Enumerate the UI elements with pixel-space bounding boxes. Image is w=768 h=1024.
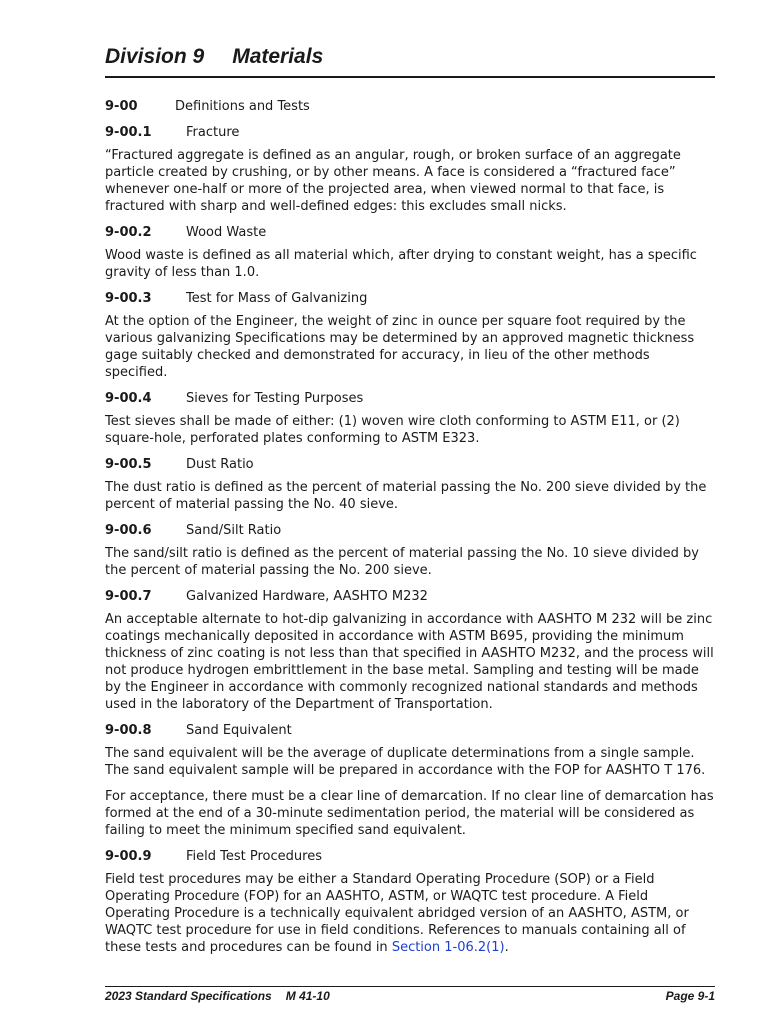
section-number: 9-00 bbox=[105, 99, 138, 114]
section-heading-9-00-7 bbox=[105, 588, 715, 605]
section-heading-9-00-5 bbox=[105, 456, 715, 473]
section-paragraph: The dust ratio is defined as the percent of material passing the No. 200 sieve divided by the percent of material passing the No. 40 sieve. bbox=[105, 480, 707, 512]
section-title: Test for Mass of Galvanizing bbox=[186, 291, 368, 306]
division-heading bbox=[105, 38, 715, 78]
section-heading-9-00-2 bbox=[105, 224, 715, 241]
footer-publication bbox=[105, 988, 330, 1004]
section-number: 9-00.2 bbox=[105, 225, 152, 240]
section-heading-9-00 bbox=[105, 98, 715, 115]
section-paragraph bbox=[105, 871, 715, 956]
publication-title: 2023 Standard Specifications bbox=[105, 989, 272, 1003]
section-paragraph: “Fractured aggregate is defined as an angular, rough, or broken surface of an aggregate particle created by crushing, or by other means. A face is considered a “fractured face” whenever one-half or more of the projected area, when viewed normal to that face, is fractured with sharp and well-defined edges: this excludes small nicks. bbox=[105, 148, 681, 214]
section-paragraph: The sand equivalent will be the average of duplicate determinations from a single sample. The sand equivalent sample will be prepared in accordance with the FOP for AASHTO T 176. bbox=[105, 746, 706, 778]
section-paragraph: Test sieves shall be made of either: (1) woven wire cloth conforming to ASTM E11, or (2) square-hole, perforated plates conforming to ASTM E323. bbox=[105, 414, 680, 446]
section-title: Dust Ratio bbox=[186, 457, 254, 472]
page-footer bbox=[105, 986, 715, 1004]
section-number: 9-00.7 bbox=[105, 589, 152, 604]
section-number: 9-00.6 bbox=[105, 523, 152, 538]
section-paragraph: Wood waste is defined as all material which, after drying to constant weight, has a specific gravity of less than 1.0. bbox=[105, 248, 697, 280]
section-title: Field Test Procedures bbox=[186, 849, 322, 864]
section-number: 9-00.9 bbox=[105, 849, 152, 864]
section-heading-9-00-6 bbox=[105, 522, 715, 539]
section-number: 9-00.3 bbox=[105, 291, 152, 306]
section-number: 9-00.5 bbox=[105, 457, 152, 472]
section-heading-9-00-8 bbox=[105, 722, 715, 739]
section-1-06-2-1-link[interactable]: Section 1-06.2(1) bbox=[391, 940, 505, 955]
section-title: Fracture bbox=[186, 125, 240, 140]
division-number: Division 9 bbox=[105, 45, 205, 68]
section-title: Sand/Silt Ratio bbox=[186, 523, 282, 538]
section-number: 9-00.8 bbox=[105, 723, 152, 738]
section-number: 9-00.1 bbox=[105, 125, 152, 140]
section-heading-9-00-1 bbox=[105, 124, 715, 141]
section-paragraph: The sand/silt ratio is defined as the percent of material passing the No. 10 sieve divided by the percent of material passing the No. 200 sieve. bbox=[105, 546, 699, 578]
section-heading-9-00-4 bbox=[105, 390, 715, 407]
section-paragraph: At the option of the Engineer, the weight of zinc in ounce per square foot required by the various galvanizing Specifications may be determined by an approved magnetic thickness gage suitably checked and demonstrated for accuracy, in lieu of the other methods specified. bbox=[105, 314, 695, 380]
section-heading-9-00-9 bbox=[105, 848, 715, 865]
section-title: Sieves for Testing Purposes bbox=[186, 391, 364, 406]
section-title: Definitions and Tests bbox=[175, 99, 310, 114]
section-heading-9-00-3 bbox=[105, 290, 715, 307]
document-page bbox=[105, 38, 715, 956]
paragraph-trailing: . bbox=[504, 940, 509, 955]
section-number: 9-00.4 bbox=[105, 391, 152, 406]
section-title: Sand Equivalent bbox=[186, 723, 292, 738]
section-title: Wood Waste bbox=[186, 225, 267, 240]
publication-code: M 41-10 bbox=[285, 989, 330, 1003]
section-title: Galvanized Hardware, AASHTO M232 bbox=[186, 589, 428, 604]
section-paragraph: An acceptable alternate to hot-dip galvanizing in accordance with AASHTO M 232 will be zinc coatings mechanically deposited in accordance with ASTM B695, providing the minimum thickness of zinc coating is not less than that specified in AASHTO M232, and the process will not produce hydrogen embrittlement in the base metal. Sampling and testing will be made by the Engineer in accordance with commonly recognized national standards and methods used in the laboratory of the Department of Transportation. bbox=[105, 612, 714, 712]
division-title: Materials bbox=[232, 45, 324, 68]
paragraph-text: Field test procedures may be either a Standard Operating Procedure (SOP) or a Field Operating Procedure (FOP) for an AASHTO, ASTM, or WAQTC test procedure. A Field Operating Procedure is a technically equivalent abridged version of an AASHTO, ASTM, or WAQTC test procedure for use in field conditions. References to manuals containing all of these tests and procedures can be found in bbox=[105, 872, 689, 955]
page-number: Page 9-1 bbox=[665, 989, 715, 1003]
section-paragraph: For acceptance, there must be a clear line of demarcation. If no clear line of demarcation has formed at the end of a 30-minute sedimentation period, the material will be considered as failing to meet the minimum specified sand equivalent. bbox=[105, 789, 714, 838]
